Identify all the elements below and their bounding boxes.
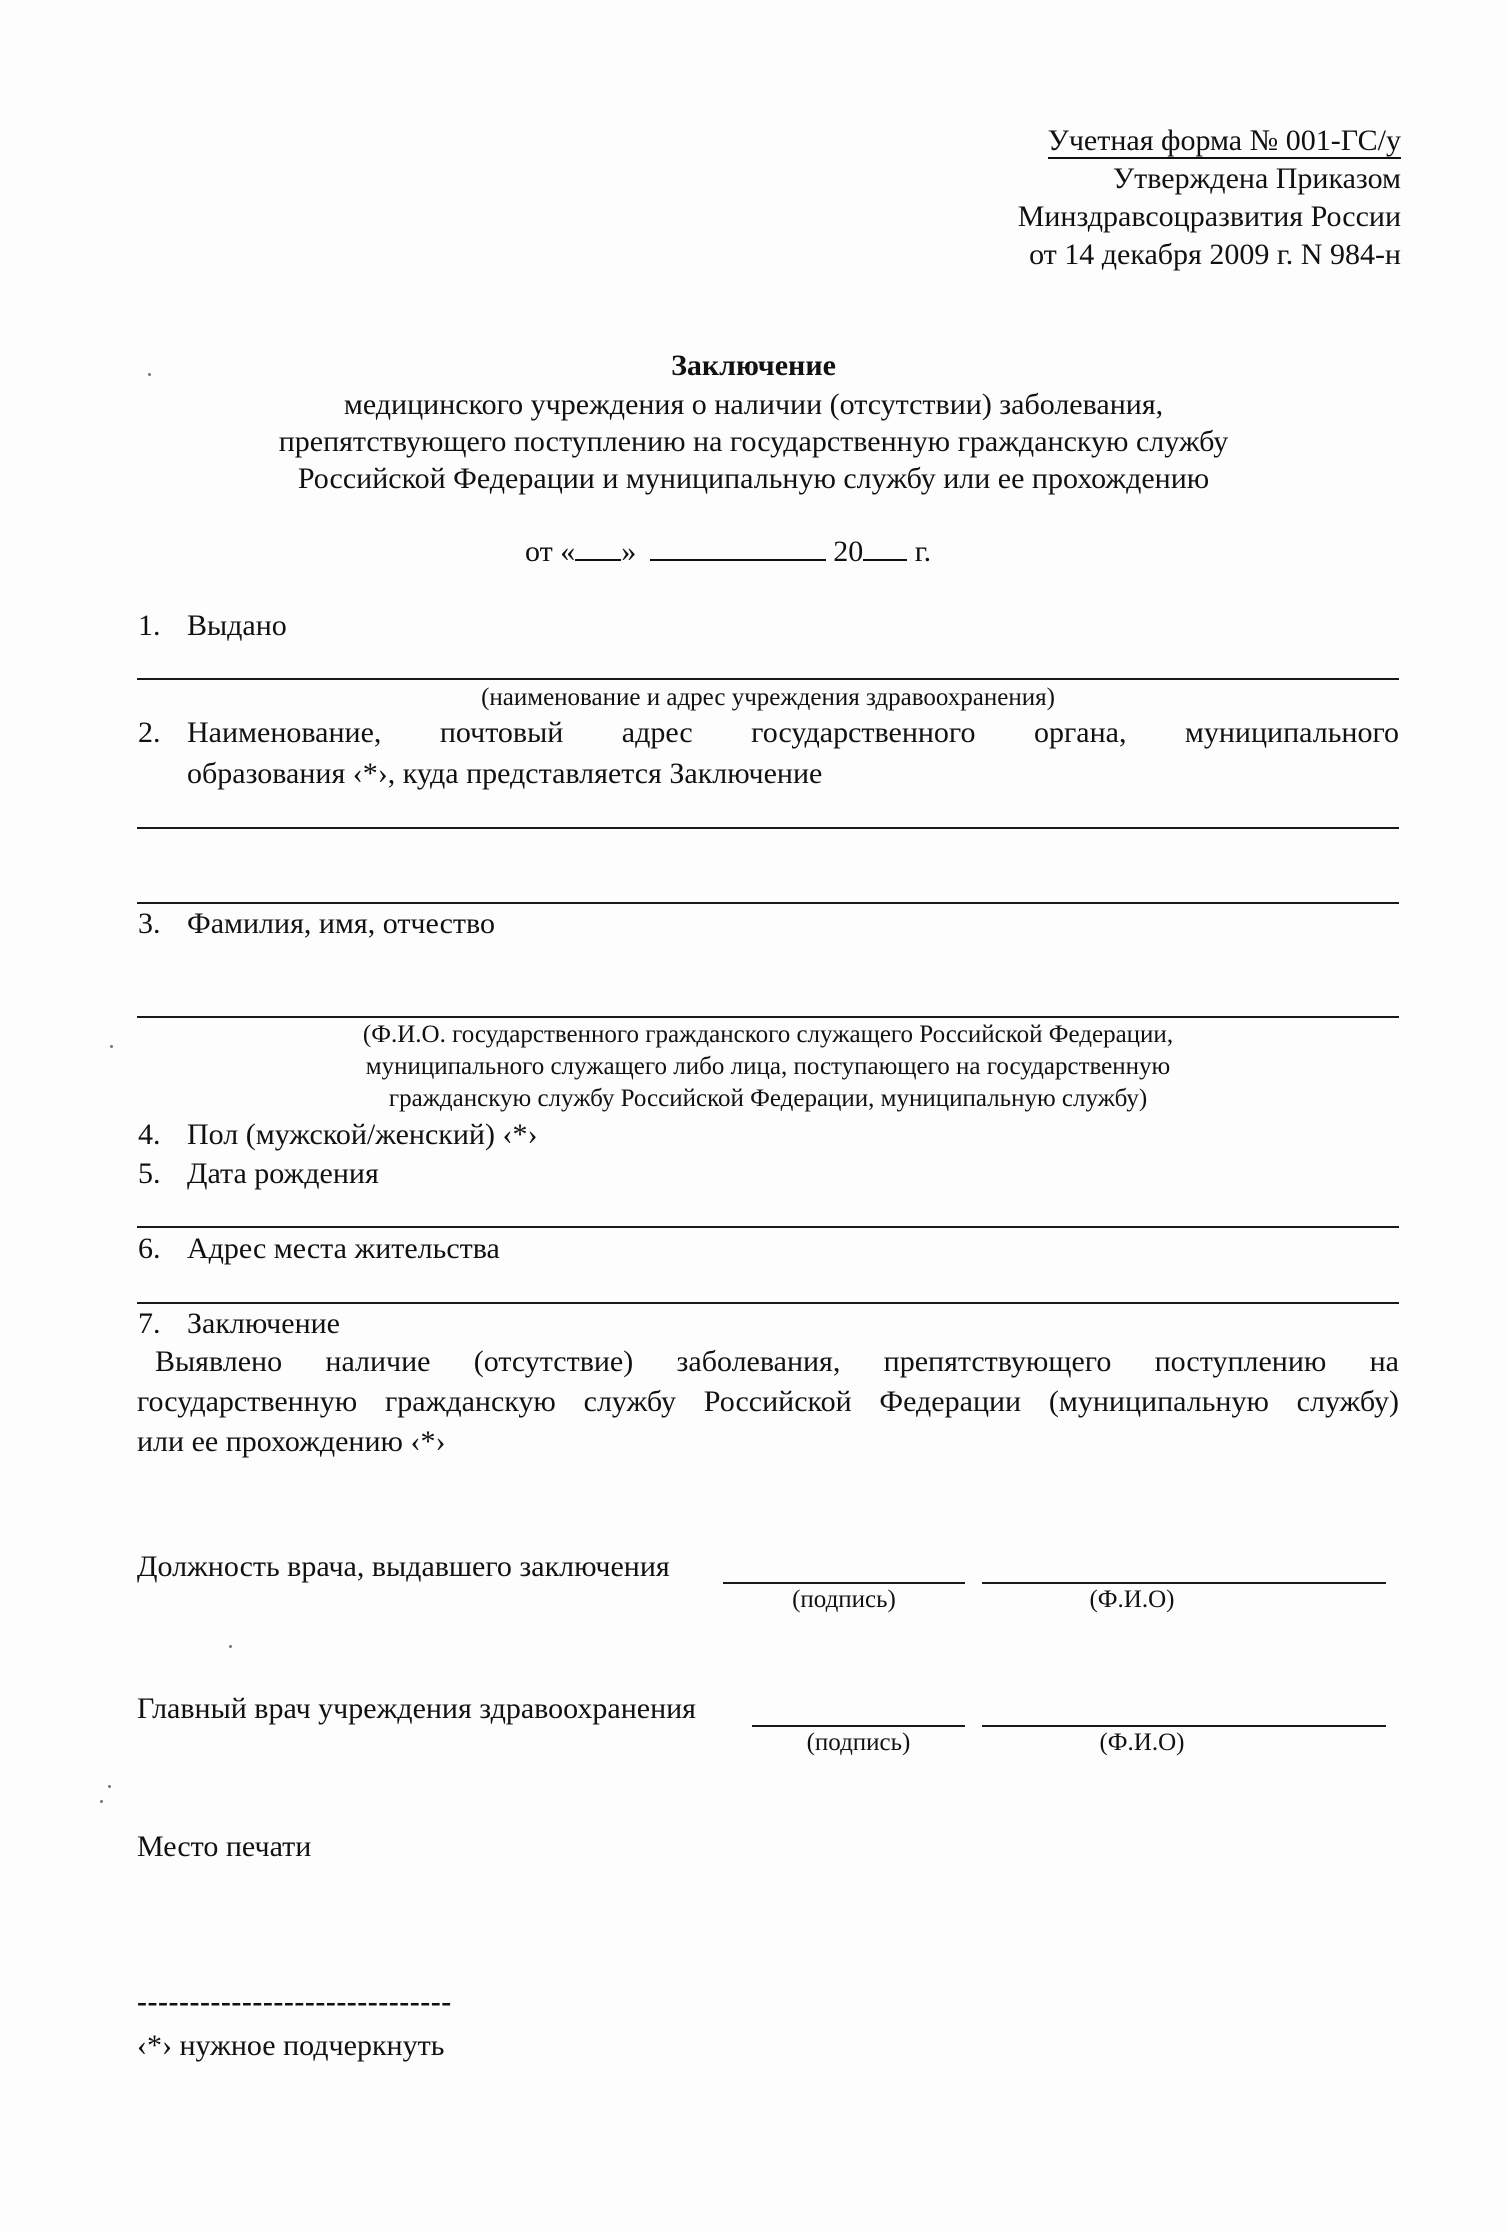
item-3-line <box>137 1016 1399 1018</box>
document-title: Заключение <box>671 349 836 382</box>
item-3-caption-3: гражданскую службу Российской Федерации, муниципальную службу) <box>388 1085 1148 1112</box>
scan-speck <box>100 1800 103 1803</box>
stamp-place-label: Место печати <box>137 1830 312 1863</box>
scan-speck <box>108 1785 111 1788</box>
item-2-line-1: Наименование, почтовый адрес государственного органа, муниципального <box>187 716 1399 749</box>
doctor-signature-caption: (подпись) <box>792 1586 896 1613</box>
month-blank <box>650 533 826 561</box>
item-5-line <box>137 1226 1399 1228</box>
item-6-label: Адрес места жительства <box>187 1232 500 1265</box>
scan-speck <box>110 1045 113 1048</box>
item-7-text-3: или ее прохождению ‹*› <box>137 1425 446 1458</box>
date-from-label: от « <box>525 535 576 568</box>
item-2-line-a <box>137 827 1399 829</box>
item-6-number: 6. <box>138 1232 161 1265</box>
chief-signature-caption: (подпись) <box>806 1729 911 1756</box>
item-7-label: Заключение <box>187 1307 340 1340</box>
approval-line: Утверждена Приказом <box>1112 162 1401 195</box>
form-number: Учетная форма № 001-ГС/у <box>1047 124 1401 157</box>
item-3-caption-2: муниципального служащего либо лица, поступающего на государственную <box>365 1053 1171 1080</box>
item-3-caption-1: (Ф.И.О. государственного гражданского служащего Российской Федерации, <box>362 1021 1174 1048</box>
chief-fio-caption: (Ф.И.О) <box>1099 1729 1185 1756</box>
title-line-1: медицинского учреждения о наличии (отсутствии) заболевания, <box>343 388 1164 421</box>
item-7-text-1: Выявлено наличие (отсутствие) заболевания, препятствующего поступлению на <box>155 1345 1399 1378</box>
item-6-line <box>137 1302 1399 1304</box>
item-4-number: 4. <box>138 1118 161 1151</box>
title-line-3: Российской Федерации и муниципальную службу или ее прохождению <box>297 462 1210 495</box>
item-2-number: 2. <box>138 716 161 749</box>
year-blank <box>863 533 907 561</box>
doctor-fio-caption: (Ф.И.О) <box>1089 1586 1175 1613</box>
item-3-label: Фамилия, имя, отчество <box>187 907 495 940</box>
item-3-number: 3. <box>138 907 161 940</box>
footnote-text: ‹*› нужное подчеркнуть <box>137 2029 445 2062</box>
item-7-text-2: государственную гражданскую службу Российской Федерации (муниципальную службу) <box>137 1385 1399 1418</box>
scan-speck <box>229 1645 232 1648</box>
item-2-line-b <box>137 902 1399 904</box>
day-blank <box>575 533 621 561</box>
date-line <box>525 533 931 571</box>
item-7-number: 7. <box>138 1307 161 1340</box>
year-suffix: г. <box>914 535 932 568</box>
item-5-number: 5. <box>138 1157 161 1190</box>
item-1-label: Выдано <box>187 609 287 642</box>
item-4-label: Пол (мужской/женский) ‹*› <box>187 1118 538 1151</box>
item-1-line <box>137 678 1399 680</box>
ministry-line: Минздравсоцразвития России <box>1017 200 1401 233</box>
order-date-line: от 14 декабря 2009 г. N 984-н <box>1029 238 1401 271</box>
scan-speck <box>148 373 151 376</box>
doctor-position-label: Должность врача, выдавшего заключения <box>137 1550 670 1583</box>
year-prefix: 20 <box>833 535 864 568</box>
date-close-quote: » <box>621 535 637 568</box>
item-5-label: Дата рождения <box>187 1157 379 1190</box>
title-line-2: препятствующего поступлению на государственную гражданскую службу <box>278 425 1229 458</box>
footnote-separator: ------------------------------ <box>137 1985 452 2018</box>
item-1-caption: (наименование и адрес учреждения здравоохранения) <box>481 684 1055 711</box>
chief-doctor-label: Главный врач учреждения здравоохранения <box>137 1692 696 1725</box>
item-2-line-2: образования ‹*›, куда представляется Заключение <box>187 757 823 790</box>
item-1-number: 1. <box>138 609 161 642</box>
